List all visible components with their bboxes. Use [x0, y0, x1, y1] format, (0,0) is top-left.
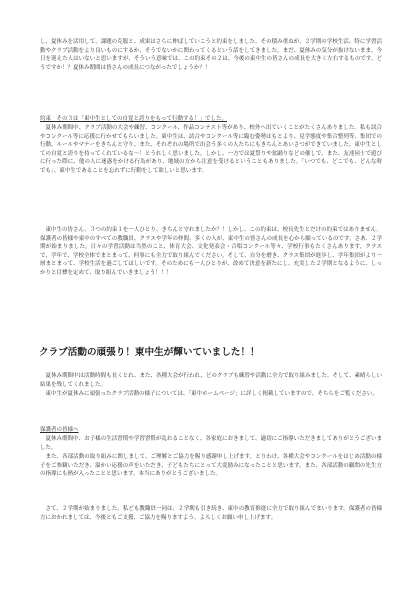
guardian-body-continued: また、各部活動の取り組みに関しまして、ご理解とご協力を賜り感謝申し上げます。とりわけ、各種大会やコンクールをはじめ活動の様子をご参観いただき、温かい応援の声をいただき、子どもたちにとって大変励みになったことと思います。また、各部活動の顧問の先生方の指導にも熱が入ったことと思います。本当にありがとうございました。 — [40, 454, 382, 478]
promise-3-title: 約束 その３は「東中生としての自覚と誇りをもって行動する！」でした。 — [40, 116, 228, 122]
club-activity-body: 夏休み期間中は活動時間も長くとれ、また、各種大会が行われ、どのクラブも練習や活動に全力で取り組みました。そして、素晴らしい結果を残してくれました。 — [40, 373, 382, 388]
club-activity-body-continued: 東中生が夏休みに頑張ったクラブ活動の様子については、「東中ホームページ」に詳しく掲載していますので、そちらをご覧ください。 — [45, 391, 378, 397]
intro-paragraph: し、夏休みを活用して、課題の克服と、成果はさらに伸ばしていこうと約束をしました。その積み重ねが、２学期の学校生活、特に学習活動やクラブ活動をより良いものにするか、そうでないかに関わってくるという話をしてきました。まだ、夏休みの気分が抜けないまま、今日を迎えた人はいないと思いますが、そういう意味では、この約束その２は、今後の東中生の皆さんの成長を大きく左右するものです。どうですか！？夏休み期間は皆さんの成長につながったでしょうか？！ — [40, 39, 382, 71]
guardian-heading: 保護者の皆様へ — [40, 427, 79, 433]
guardian-body: 夏休み期間中、お子様の生活習慣や学習習慣が乱れることなく、各家庭におきまして、適切にご指導いただきましてありがとうございました。 — [40, 436, 382, 451]
promise-3-body-continued: 東中生の皆さん、３つの約束１を一人ひとり、きちんと守れましたか？！しかし、この約束は、校長先生とだけの約束ではありません。保護者の皆様や東中のすべての教職員、クラスや学年の仲間、多くの人が、東中生の皆さんの成長を心から願っているのです。さあ、２学期が始まりました。日々の学習活動は当然のこと、体育大会、文化発表会・合唱コンクール等々、学校行事もたくさんあります。クラスで、学年で、学校全体でまとまって、何事にも全力で取り組んでください。そして、自分を磨き、クラス集団が進歩し、学年集団がより一層まとまって、学校生活を過ごしてほしいです。そのためにも一人ひとりが、改めて決意を新たにし、充実した２学期となるように、しっかりと目標を定めて、取り組んでいきましょう！！！ — [40, 227, 382, 276]
promise-3-body: 夏休み期間中、クラブ活動の大会や練習、コンクール、作品コンテスト等があり、校外へ出ていくことがたくさんありました。私も試合やコンクール等に応援に行かせてもらいました。東中生は、試合やコンクール等に臨む姿勢はもとより、見学態度や集合整列等、集団での行動、ルールやマナーをきちんと守り、また、それぞれの場所で出会う多くの人たちにもきちんとあいさつができていました。東中生としての自覚と誇りを持ってくれているな～！とうれしく思いました。しかし、一方では夏祭りや盆踊りなどの催しで、また、友達同士で遊びに行った際に、他の人に迷惑をかける行為があり、地域の方から注意を受けるということもありました。「いつでも、どこでも、どんな時でも」、東中生であることを忘れずに行動をして欲しいと思います。 — [40, 125, 382, 174]
club-activity-heading: クラブ活動の頑張り！東中生が輝いていました！！ — [39, 347, 260, 358]
guardian-closing: さて、２学期が始まりました。私ども教職員一同は、２学期も引き続き、東中の教育推進に全力で取り組んでまいります。保護者の皆様方におかれましては、今後ともご支援、ご協力を賜りますよう、よろしくお願い申し上げます。 — [40, 506, 382, 521]
